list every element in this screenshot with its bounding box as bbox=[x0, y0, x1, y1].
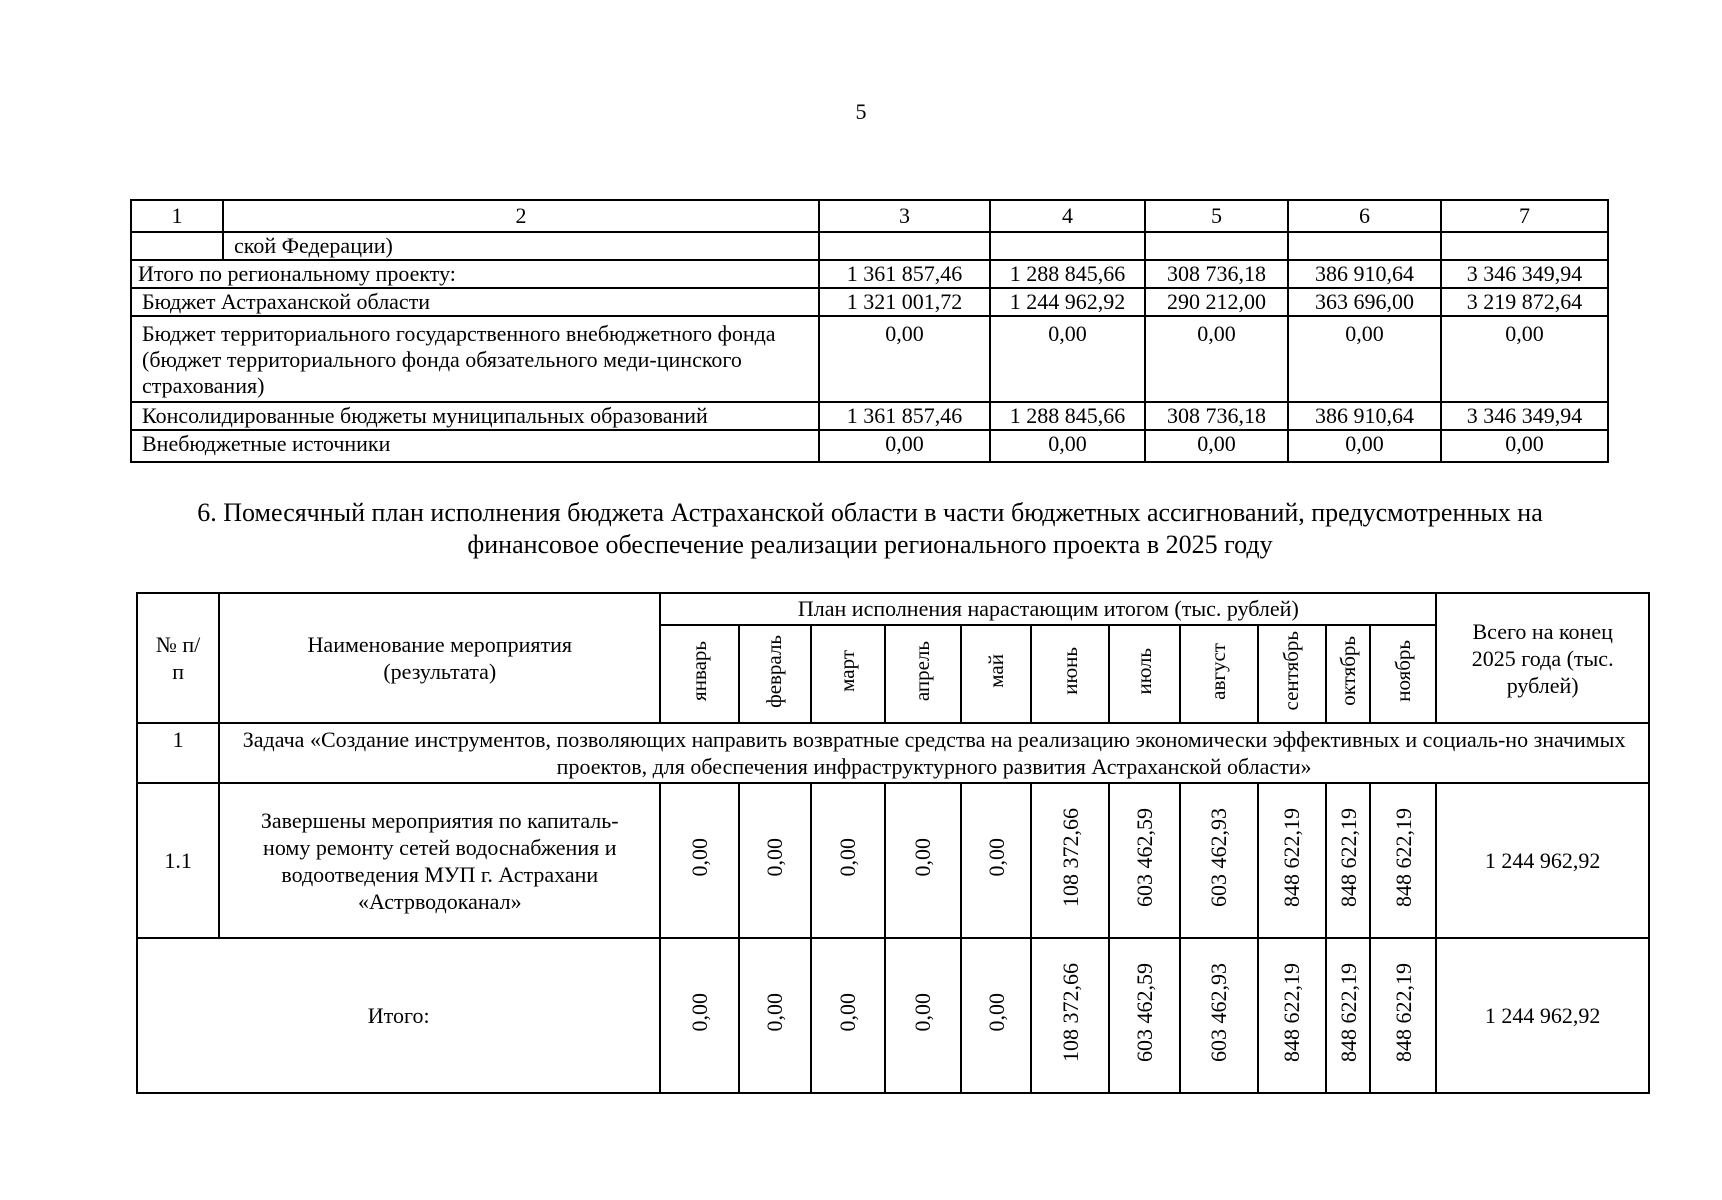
month-value: 603 462,93 bbox=[1206, 808, 1232, 907]
value-cell: 0,00 bbox=[990, 316, 1145, 402]
month-value: 848 622,19 bbox=[1390, 808, 1416, 907]
value-cell: 308 736,18 bbox=[1145, 402, 1288, 430]
month-label: март bbox=[835, 650, 860, 692]
cell-empty bbox=[1288, 232, 1441, 260]
month-value: 0,00 bbox=[835, 838, 861, 877]
month-label: октябрь bbox=[1335, 636, 1360, 706]
value-cell bbox=[1370, 783, 1436, 938]
month-label: апрель bbox=[910, 640, 935, 702]
section-title-line: финансовое обеспечение реализации регионального проекта в 2025 году bbox=[467, 530, 1273, 559]
value-cell bbox=[885, 938, 961, 1093]
month-value: 0,00 bbox=[835, 993, 861, 1032]
col-header: 1 bbox=[131, 200, 223, 232]
month-label: февраль bbox=[762, 634, 787, 708]
month-value: 603 462,59 bbox=[1132, 808, 1157, 907]
value-cell bbox=[739, 783, 811, 938]
row-label: Внебюджетные источники bbox=[131, 430, 819, 462]
col-header-num: № п/п bbox=[137, 593, 219, 723]
month-value: 0,00 bbox=[983, 838, 1009, 877]
value-cell: 0,00 bbox=[819, 430, 990, 462]
page-number: 5 bbox=[855, 99, 867, 124]
month-value: 603 462,59 bbox=[1132, 963, 1157, 1062]
value-cell: 1 244 962,92 bbox=[990, 288, 1145, 316]
value-cell bbox=[961, 938, 1031, 1093]
row-label: Консолидированные бюджеты муниципальных образований bbox=[131, 402, 819, 430]
month-value: 0,00 bbox=[762, 838, 788, 877]
col-header: 6 bbox=[1288, 200, 1441, 232]
value-cell bbox=[1109, 938, 1179, 1093]
value-cell: 0,00 bbox=[1288, 430, 1441, 462]
month-value: 848 622,19 bbox=[1335, 808, 1361, 907]
month-label: август bbox=[1206, 642, 1231, 700]
value-cell bbox=[1370, 938, 1436, 1093]
value-cell: 386 910,64 bbox=[1288, 402, 1441, 430]
col-header: 5 bbox=[1145, 200, 1288, 232]
value-cell: 0,00 bbox=[1288, 316, 1441, 402]
table-row bbox=[131, 402, 1608, 430]
cell-empty bbox=[131, 232, 223, 260]
table-header-row bbox=[137, 593, 1649, 625]
month-header bbox=[1258, 625, 1326, 723]
col-header: 4 bbox=[990, 200, 1145, 232]
row-number: 1.1 bbox=[137, 783, 219, 938]
row-label: Бюджет территориального государственного внебюджетного фонда (бюджет территориального фонда обязательного меди-цинского страхования) bbox=[131, 316, 819, 402]
month-header bbox=[1370, 625, 1436, 723]
section-title bbox=[120, 497, 1620, 561]
value-cell: 0,00 bbox=[1441, 316, 1608, 402]
month-header bbox=[660, 625, 738, 723]
month-value: 848 622,19 bbox=[1335, 963, 1361, 1062]
task-row bbox=[137, 723, 1649, 783]
value-cell: 0,00 bbox=[819, 316, 990, 402]
value-cell: 1 288 845,66 bbox=[990, 402, 1145, 430]
cell-empty bbox=[1441, 232, 1608, 260]
value-cell bbox=[811, 783, 885, 938]
table-row bbox=[131, 260, 1608, 288]
month-label: сентябрь bbox=[1279, 631, 1304, 711]
month-header bbox=[1180, 625, 1258, 723]
month-value: 0,00 bbox=[910, 838, 936, 877]
table-header-row bbox=[131, 200, 1608, 232]
value-cell: 0,00 bbox=[1145, 430, 1288, 462]
task-number: 1 bbox=[137, 723, 219, 783]
value-cell bbox=[1258, 783, 1326, 938]
col-header-total: Всего на конец 2025 года (тыс. рублей) bbox=[1436, 593, 1649, 723]
value-cell bbox=[961, 783, 1031, 938]
task-text: Задача «Создание инструментов, позволяющих направить возвратные средства на реализацию экономически эффективных и социаль-но значимых проектов, для обеспечения инфраструктурного развития Астраханской области» bbox=[219, 723, 1649, 783]
col-header: 3 bbox=[819, 200, 990, 232]
month-value: 0,00 bbox=[910, 993, 936, 1032]
value-cell: 308 736,18 bbox=[1145, 260, 1288, 288]
value-cell bbox=[660, 938, 738, 1093]
total-row bbox=[137, 938, 1649, 1093]
month-header bbox=[885, 625, 961, 723]
month-value: 848 622,19 bbox=[1279, 808, 1305, 907]
table-row bbox=[131, 232, 1608, 260]
col-header-name: Наименование мероприятия (результата) bbox=[219, 593, 660, 723]
month-label: июль bbox=[1132, 647, 1156, 695]
row-label: ской Федерации) bbox=[223, 232, 819, 260]
value-cell: 3 346 349,94 bbox=[1441, 402, 1608, 430]
total-label: Итого: bbox=[137, 938, 660, 1093]
monthly-plan-table bbox=[136, 592, 1650, 1094]
value-cell: 1 361 857,46 bbox=[819, 402, 990, 430]
month-label: ноябрь bbox=[1390, 640, 1415, 702]
value-cell: 3 219 872,64 bbox=[1441, 288, 1608, 316]
month-value: 108 372,66 bbox=[1057, 808, 1083, 907]
value-cell bbox=[1180, 938, 1258, 1093]
month-header bbox=[739, 625, 811, 723]
value-cell bbox=[1326, 783, 1370, 938]
cell-empty bbox=[819, 232, 990, 260]
value-cell: 1 288 845,66 bbox=[990, 260, 1145, 288]
table-row bbox=[137, 783, 1649, 938]
month-header bbox=[811, 625, 885, 723]
value-cell: 0,00 bbox=[1145, 316, 1288, 402]
month-value: 0,00 bbox=[686, 838, 712, 877]
month-header bbox=[1109, 625, 1179, 723]
value-cell: 386 910,64 bbox=[1288, 260, 1441, 288]
value-cell: 1 361 857,46 bbox=[819, 260, 990, 288]
month-label: июнь bbox=[1057, 647, 1082, 695]
table-row bbox=[131, 288, 1608, 316]
value-cell bbox=[885, 783, 961, 938]
month-value: 108 372,66 bbox=[1057, 963, 1083, 1062]
month-header bbox=[961, 625, 1031, 723]
section-title-line: 6. Помесячный план исполнения бюджета Астраханской области в части бюджетных ассигнований, предусмотренных на bbox=[197, 498, 1543, 527]
value-cell bbox=[739, 938, 811, 1093]
value-cell bbox=[1326, 938, 1370, 1093]
value-cell: 0,00 bbox=[1441, 430, 1608, 462]
value-cell bbox=[811, 938, 885, 1093]
value-cell bbox=[1031, 938, 1109, 1093]
table-row bbox=[131, 430, 1608, 462]
col-header: 2 bbox=[223, 200, 819, 232]
month-label: январь bbox=[686, 641, 711, 701]
value-cell bbox=[1258, 938, 1326, 1093]
table-row bbox=[131, 316, 1608, 402]
month-value: 603 462,93 bbox=[1206, 963, 1232, 1062]
month-label: май bbox=[983, 654, 1008, 688]
col-header-plan: План исполнения нарастающим итогом (тыс. рублей) bbox=[660, 593, 1436, 625]
row-name: Завершены мероприятия по капиталь-ному ремонту сетей водоснабжения и водоотведения МУП г. Астрахани «Астрводоканал» bbox=[219, 783, 660, 938]
month-value: 848 622,19 bbox=[1390, 963, 1416, 1062]
month-value: 0,00 bbox=[762, 993, 788, 1032]
cell-empty bbox=[1145, 232, 1288, 260]
value-cell: 363 696,00 bbox=[1288, 288, 1441, 316]
value-cell bbox=[1031, 783, 1109, 938]
value-cell: 1 321 001,72 bbox=[819, 288, 990, 316]
row-label: Итого по региональному проекту: bbox=[131, 260, 819, 288]
grand-total: 1 244 962,92 bbox=[1436, 938, 1649, 1093]
month-value: 0,00 bbox=[686, 993, 712, 1032]
value-cell bbox=[1180, 783, 1258, 938]
month-value: 0,00 bbox=[983, 993, 1009, 1032]
value-cell: 3 346 349,94 bbox=[1441, 260, 1608, 288]
value-cell bbox=[1109, 783, 1179, 938]
value-cell bbox=[660, 783, 738, 938]
month-header bbox=[1031, 625, 1109, 723]
col-header: 7 bbox=[1441, 200, 1608, 232]
month-header bbox=[1326, 625, 1370, 723]
cell-empty bbox=[990, 232, 1145, 260]
value-cell: 290 212,00 bbox=[1145, 288, 1288, 316]
row-total: 1 244 962,92 bbox=[1436, 783, 1649, 938]
month-value: 848 622,19 bbox=[1279, 963, 1305, 1062]
funding-table bbox=[130, 199, 1609, 463]
value-cell: 0,00 bbox=[990, 430, 1145, 462]
row-label: Бюджет Астраханской области bbox=[131, 288, 819, 316]
